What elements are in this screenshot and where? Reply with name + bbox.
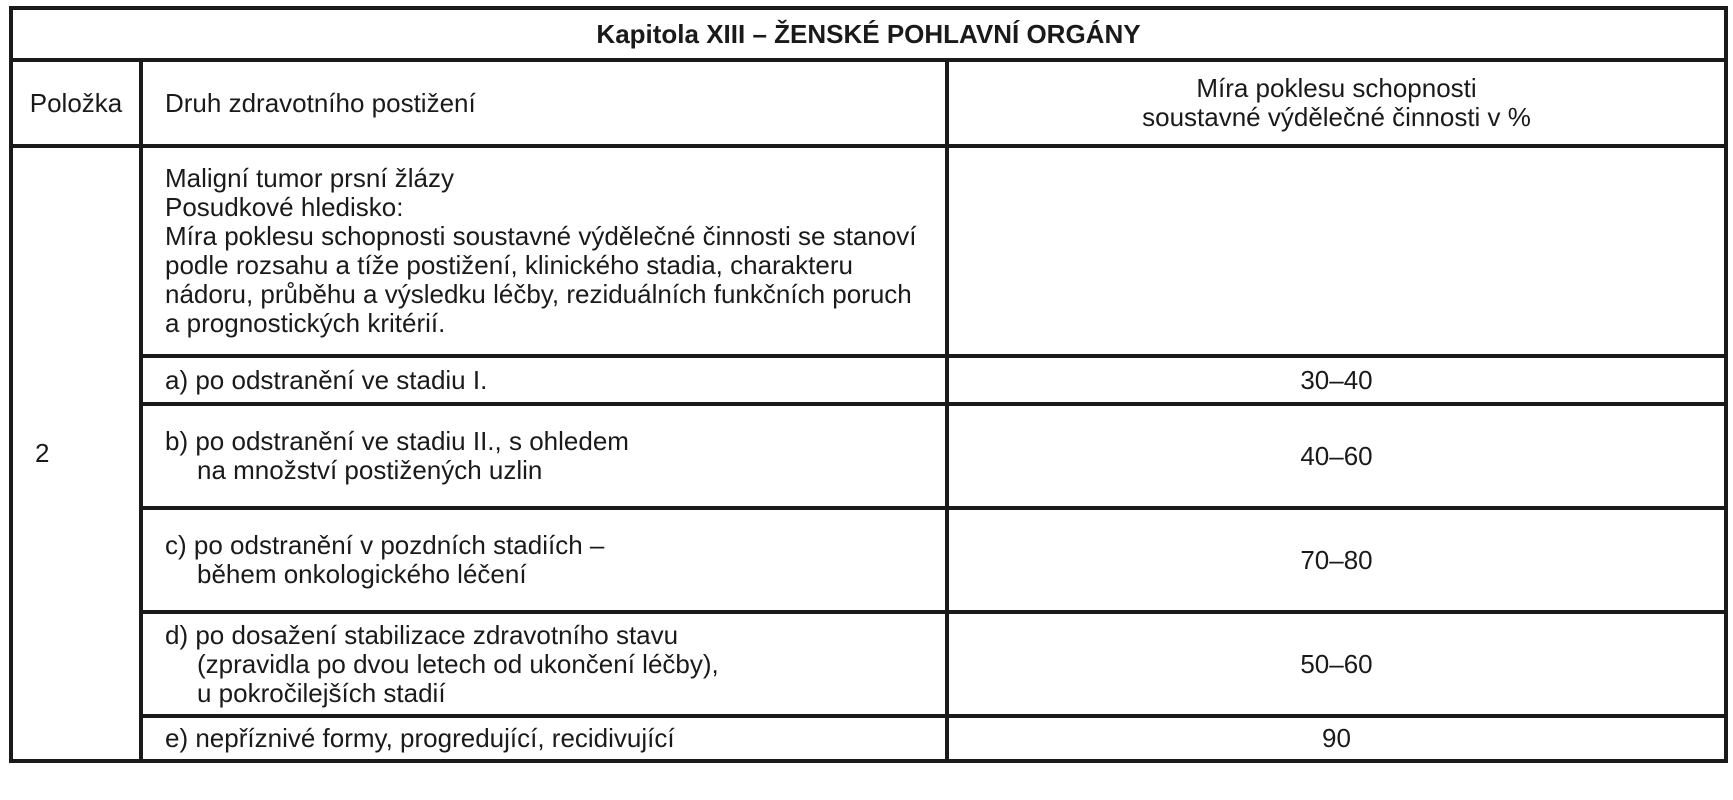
intro-description xyxy=(141,146,947,356)
row-description-line: b) po odstranění ve stadiu II., s ohledem xyxy=(165,426,629,456)
column-header-rate-line1: Míra poklesu schopnosti xyxy=(1196,73,1477,103)
chapter-title-row xyxy=(11,8,1726,60)
row-value: 40–60 xyxy=(947,404,1726,508)
row-description xyxy=(141,508,947,612)
table-row xyxy=(11,612,1726,716)
row-description xyxy=(141,612,947,716)
intro-line: a prognostických kritérií. xyxy=(165,308,446,338)
row-description-line: a) po odstranění ve stadiu I. xyxy=(165,364,488,395)
row-description-line: c) po odstranění v pozdních stadiích – xyxy=(165,530,605,560)
row-description-line: (zpravidla po dvou letech od ukončení léčby), xyxy=(197,648,719,679)
item-number: 2 xyxy=(11,146,141,761)
intro-line: nádoru, průběhu a výsledku léčby, reziduálních funkčních poruch xyxy=(165,279,912,309)
column-header-item: Položka xyxy=(11,60,141,146)
table-row xyxy=(11,716,1726,761)
row-value: 90 xyxy=(947,716,1726,761)
intro-value-empty xyxy=(947,146,1726,356)
chapter-title: Kapitola XIII – ŽENSKÉ POHLAVNÍ ORGÁNY xyxy=(11,8,1726,60)
row-description xyxy=(141,404,947,508)
row-description-line: během onkologického léčení xyxy=(197,559,527,589)
row-description-line: u pokročilejších stadií xyxy=(197,677,446,708)
row-description-line: d) po dosažení stabilizace zdravotního stavu xyxy=(165,619,679,650)
column-header-description: Druh zdravotního postižení xyxy=(141,60,947,146)
table-row-intro xyxy=(11,146,1726,356)
row-description-line: e) nepříznivé formy, progredující, recidivující xyxy=(165,723,675,753)
row-value: 70–80 xyxy=(947,508,1726,612)
column-header-rate-line2: soustavné výdělečné činnosti v % xyxy=(1142,102,1531,132)
header-row xyxy=(11,60,1726,146)
column-header-rate xyxy=(947,60,1726,146)
intro-line: Posudkové hledisko: xyxy=(165,192,404,222)
row-value: 30–40 xyxy=(947,356,1726,404)
table-row xyxy=(11,404,1726,508)
row-description xyxy=(141,356,947,404)
row-description-line: na množství postižených uzlin xyxy=(197,455,543,485)
intro-line: Míra poklesu schopnosti soustavné výdělečné činnosti se stanoví xyxy=(165,221,917,251)
row-value: 50–60 xyxy=(947,612,1726,716)
intro-line: Maligní tumor prsní žlázy xyxy=(165,163,454,193)
table-row xyxy=(11,356,1726,404)
row-description xyxy=(141,716,947,761)
table-row xyxy=(11,508,1726,612)
disability-rate-table xyxy=(9,6,1728,763)
intro-line: podle rozsahu a tíže postižení, klinického stadia, charakteru xyxy=(165,250,853,280)
